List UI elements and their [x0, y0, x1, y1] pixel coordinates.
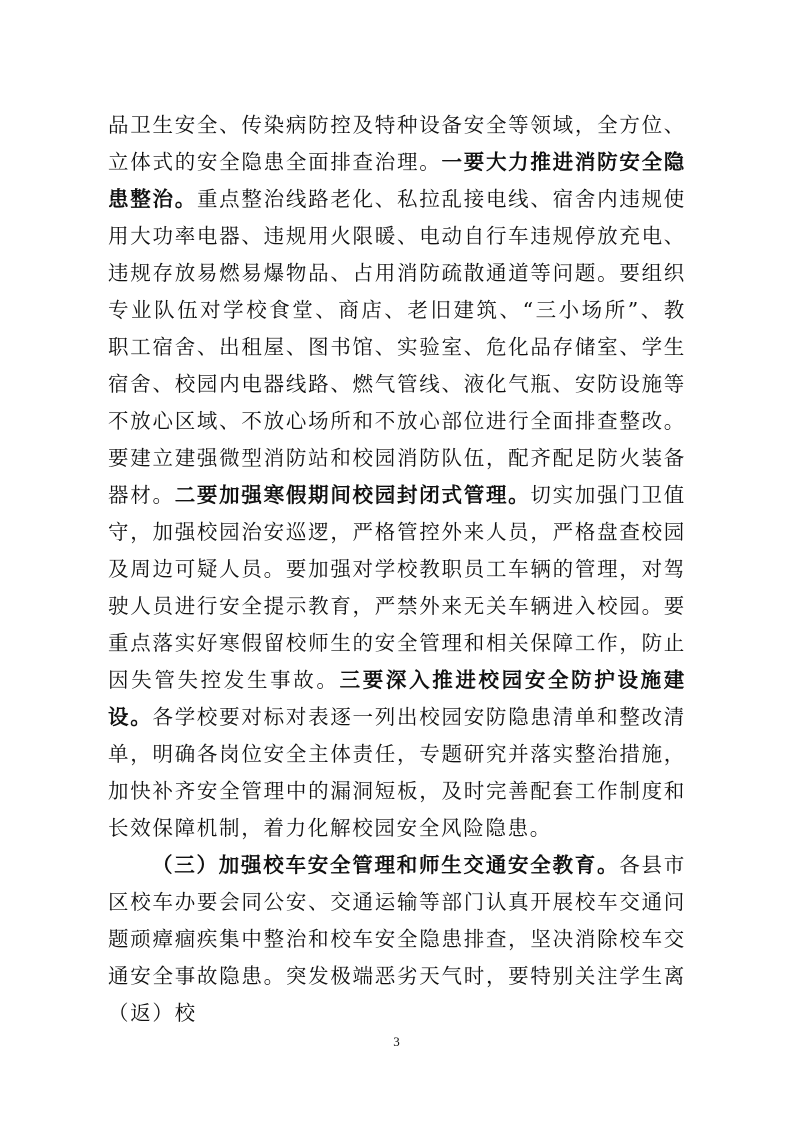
paragraph-1-heading-protection-facilities: 三要深入推进校园安全防护设施建设。 — [108, 668, 687, 729]
paragraph-1-text-3: 切实加强门卫值守，加强校园治安巡逻，严格管控外来人员，严格盘查校园及周边可疑人员。要加强对学校教职员工车辆的管理，对驾驶人员进行安全提示教育，严禁外来无关车辆进入校园。要重点落实好寒假留校师生的安全管理和相关保障工作，防止因失管失控发生事故。 — [108, 483, 686, 692]
paragraph-2-text-1: 各县市区校车办要会同公安、交通运输等部门认真开展校车交通问题顽瘴痼疾集中整治和校车安全隐患排查，坚决消除校车交通安全事故隐患。突发极端恶劣天气时，要特别关注学生离（返）校 — [108, 853, 687, 1025]
paragraph-1-text-4: 各学校要对标对表逐一列出校园安防隐患清单和整改清单，明确各岗位安全主体责任，专题研究并落实整治措施，加快补齐安全管理中的漏洞短板，及时完善配套工作制度和长效保障机制，着力化解校园安全风险隐患。 — [108, 705, 686, 840]
paragraph-1-heading-fire-safety: 一要大力推进消防安全隐患整治。 — [108, 150, 687, 211]
paragraph-1-heading-winter-closure: 二要加强寒假期间校园封闭式管理。 — [174, 483, 531, 507]
paragraph-2-heading-school-bus: （三）加强校车安全管理和师生交通安全教育。 — [152, 853, 620, 877]
page-number: 3 — [393, 1034, 400, 1049]
paragraph-1-text-1: 品卫生安全、传染病防控及特种设备安全等领域，全方位、立体式的安全隐患全面排查治理。 — [108, 113, 686, 174]
paragraph-1-text-2: 重点整治线路老化、私拉乱接电线、宿舍内违规使用大功率电器、违规用火限暖、电动自行车违规停放充电、违规存放易燃易爆物品、占用消防疏散通道等问题。要组织专业队伍对学校食堂、商店、老旧建筑、“三小场所”、教职工宿舍、出租屋、图书馆、实验室、危化品存储室、学生宿舍、校园内电器线路、燃气管线、液化气瓶、安防设施等不放心区域、不放心场所和不放心部位进行全面排查整改。要建立建强微型消防站和校园消防队伍，配齐配足防火装备器材。 — [108, 187, 686, 507]
paragraph-1 — [108, 107, 686, 847]
body-text — [108, 107, 686, 1032]
paragraph-2 — [108, 847, 686, 1032]
